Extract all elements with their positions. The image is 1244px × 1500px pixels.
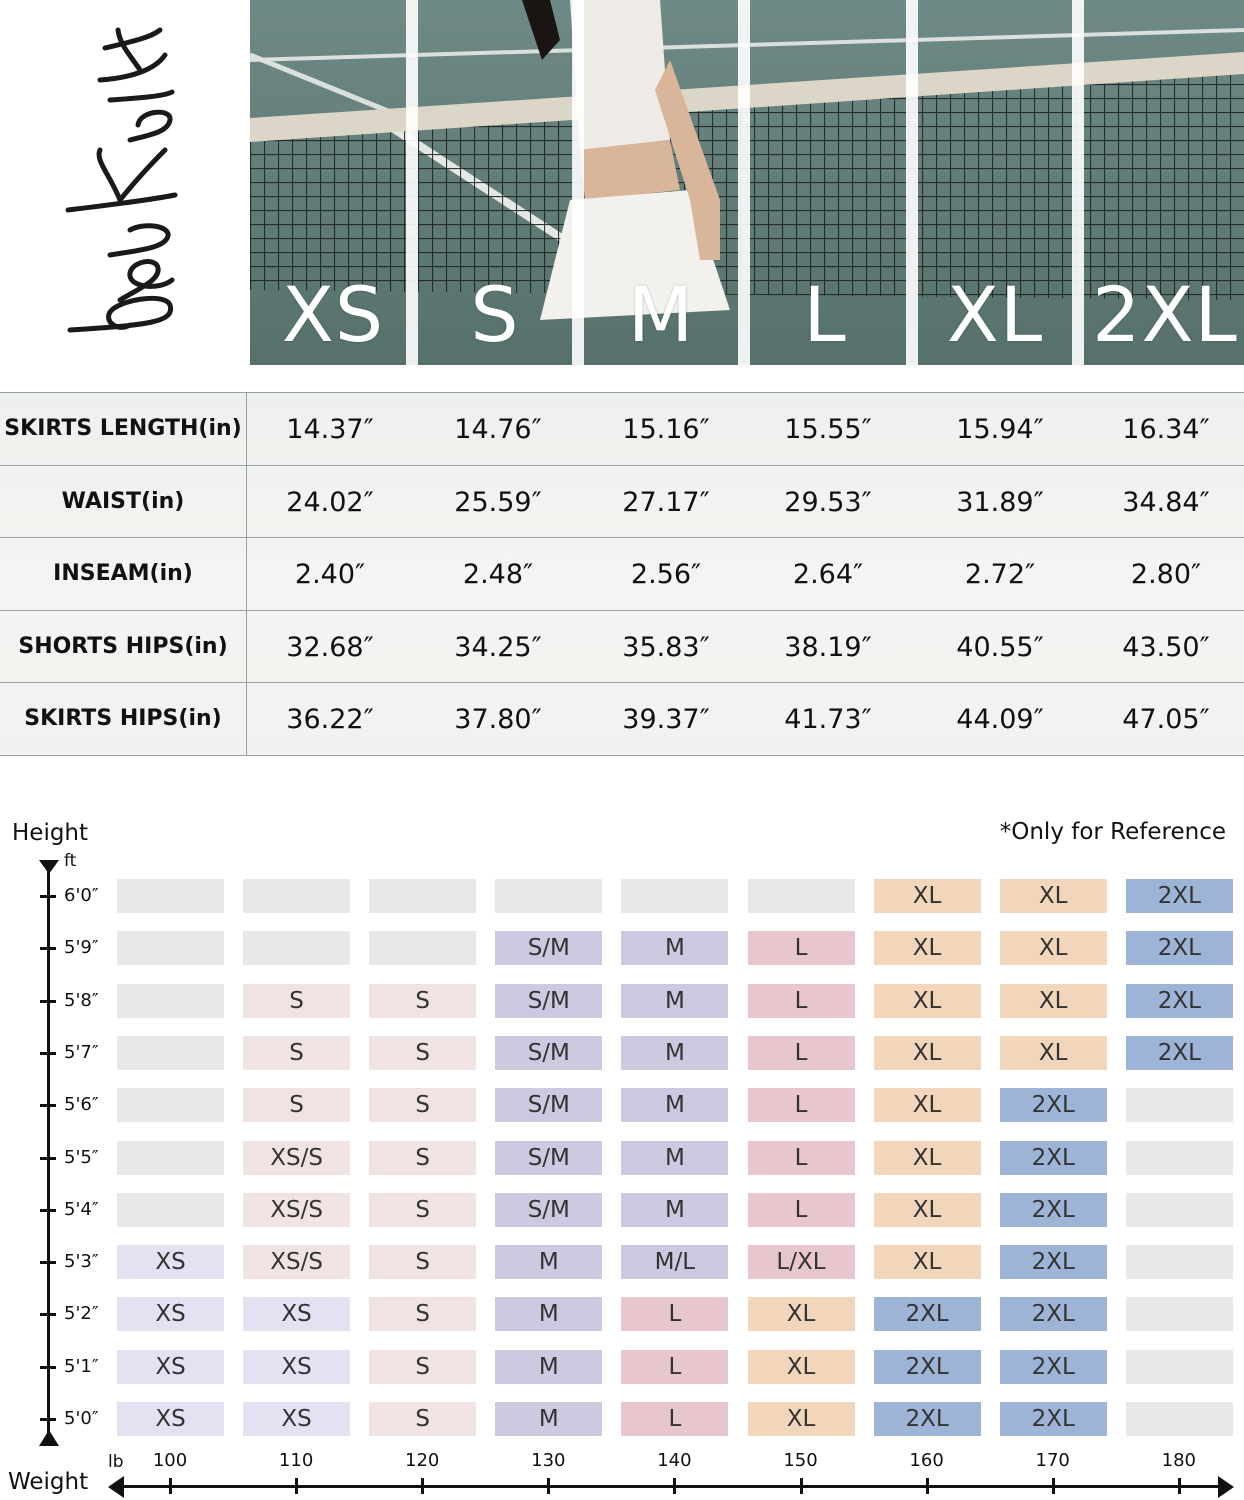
height-axis-arrow-bottom [37,1430,61,1446]
size-cell: S/M [495,984,602,1018]
measurement-value: 14.76″ [454,414,542,445]
size-cell: M [621,984,728,1018]
size-cell: M/L [621,1245,728,1279]
height-tick [40,947,56,950]
measurement-value: 16.34″ [1122,414,1210,445]
size-cell [1126,1193,1233,1227]
size-cell: L [748,931,855,965]
height-label: 5'9″ [64,937,99,959]
measurement-value: 34.84″ [1122,486,1210,518]
weight-label: 100 [152,1450,188,1471]
size-cell: XS [243,1350,350,1384]
weight-label: 180 [1161,1450,1196,1471]
height-tick [40,895,56,898]
size-cell: XS [243,1402,350,1436]
size-cell: S [369,1297,476,1331]
height-label: 5'6″ [64,1094,99,1116]
size-cell: XS [117,1350,224,1384]
height-label: 5'3″ [64,1251,99,1273]
measurement-value: 40.55″ [956,631,1044,663]
size-cell: M [621,931,728,965]
measurement-value: 35.83″ [622,631,710,663]
size-cell: XS [117,1245,224,1279]
measurement-value: 41.73″ [784,704,872,735]
size-cell [117,931,224,965]
size-header-m: M [627,270,695,359]
weight-label: 110 [278,1450,314,1471]
size-cell: M [621,1193,728,1227]
size-cell: M [495,1350,602,1384]
size-cell: S/M [495,1036,602,1070]
weight-label: 160 [909,1450,944,1471]
height-tick [40,1000,56,1003]
size-cell: S/M [495,1141,602,1175]
height-label: 5'8″ [64,989,99,1011]
height-label: 5'0″ [64,1408,99,1429]
measurement-value: 36.22″ [286,704,374,735]
size-cell: XL [874,1245,981,1279]
size-cell [495,879,602,913]
size-cell [621,879,728,913]
size-cell: XS/S [243,1141,350,1175]
height-label: 5'1″ [64,1355,99,1377]
size-cell: M [495,1402,602,1436]
size-cell: S/M [495,1193,602,1227]
weight-unit: lb [108,1452,124,1472]
measurement-value: 2.64″ [792,559,864,590]
size-cell: 2XL [874,1297,981,1331]
measurement-row [0,465,1244,538]
size-cell [117,984,224,1018]
weight-label: 140 [657,1450,692,1471]
height-tick [40,1104,56,1107]
size-cell: S [369,1088,476,1122]
size-cell: S [369,1193,476,1227]
size-cell: L [748,1088,855,1122]
size-cell: XL [874,1088,981,1122]
measurement-value: 32.68″ [286,631,374,663]
size-cell: XS/S [243,1193,350,1227]
size-cell: S [369,1245,476,1279]
size-cell: L [621,1297,728,1331]
size-cell: 2XL [1000,1088,1107,1122]
size-cell: XL [874,931,981,965]
size-cell: 2XL [1126,931,1233,965]
size-cell: XS [117,1297,224,1331]
measurement-value: 14.37″ [286,414,374,445]
measurement-value: 2.48″ [462,559,534,590]
size-cell [1126,1402,1233,1436]
size-cell: XL [874,1141,981,1175]
measurement-row [0,610,1244,683]
measurement-value: 38.19″ [784,631,872,663]
size-cell: XL [1000,931,1107,965]
size-cell [117,879,224,913]
size-cell: 2XL [1000,1402,1107,1436]
size-cell: XS [243,1297,350,1331]
size-cell: S [369,1350,476,1384]
size-cell: L [748,1141,855,1175]
size-cell: L [621,1402,728,1436]
measurement-value: 37.80″ [454,704,542,735]
size-cell: 2XL [1000,1297,1107,1331]
size-cell [1126,1297,1233,1331]
height-tick [40,1418,56,1421]
weight-label: 150 [783,1450,818,1471]
weight-axis-line [115,1485,1225,1488]
height-label: 5'4″ [64,1198,99,1220]
size-header-s: S [470,270,520,359]
size-cell: 2XL [1126,1036,1233,1070]
size-cell: XL [874,879,981,913]
height-tick [40,1052,56,1055]
height-axis-line [47,868,50,1438]
size-cell: XL [748,1297,855,1331]
height-tick [40,1209,56,1212]
measurement-label: SKIRTS HIPS(in) [0,683,247,755]
size-cell: M [621,1036,728,1070]
measurement-row [0,537,1244,610]
size-cell [1126,1350,1233,1384]
brand-logo [0,0,250,365]
height-tick [40,1157,56,1160]
measurement-value: 29.53″ [784,486,872,518]
size-cell: M [495,1297,602,1331]
measurement-value: 2.80″ [1130,559,1202,590]
size-cell: S [369,984,476,1018]
size-cell [369,879,476,913]
size-cell: XL [874,1193,981,1227]
weight-axis-title: Weight [8,1469,89,1495]
size-cell [748,879,855,913]
size-cell: M [495,1245,602,1279]
measurement-value: 44.09″ [956,704,1044,735]
height-label: 5'5″ [64,1146,99,1168]
size-cell [117,1036,224,1070]
measurement-value: 15.94″ [956,414,1044,445]
logo-signature [0,0,250,365]
measurement-value: 31.89″ [956,486,1044,518]
weight-label: 170 [1035,1450,1070,1471]
size-header-xl: XL [946,270,1044,359]
size-cell: 2XL [1000,1350,1107,1384]
height-axis-title: Height [12,820,89,846]
reference-note: *Only for Reference [999,819,1226,845]
measurement-value: 2.72″ [964,559,1036,590]
size-cell: 2XL [1000,1193,1107,1227]
size-cell: S [369,1036,476,1070]
weight-label: 130 [531,1450,566,1471]
measurement-label: WAIST(in) [0,466,247,538]
size-cell: M [621,1141,728,1175]
size-header-xs: XS [281,270,385,359]
size-cell: XL [1000,984,1107,1018]
size-cell [1126,1088,1233,1122]
size-cell [1126,1141,1233,1175]
measurement-row [0,392,1244,465]
size-cell [369,931,476,965]
weight-axis-arrow-left [108,1476,124,1498]
size-cell: S/M [495,931,602,965]
size-cell: XL [874,984,981,1018]
size-cell: L [748,984,855,1018]
measurement-value: 2.40″ [294,559,366,590]
size-cell: 2XL [1000,1245,1107,1279]
size-cell: 2XL [874,1402,981,1436]
measurement-value: 15.55″ [784,414,872,445]
size-header-l: L [803,270,847,359]
size-cell: 2XL [874,1350,981,1384]
measurement-value: 34.25″ [454,631,542,663]
size-cell: L [748,1193,855,1227]
height-label: 6'0″ [64,885,99,906]
size-header-2xl: 2XL [1092,270,1238,359]
height-tick [40,1366,56,1369]
measurement-value: 39.37″ [622,704,710,735]
size-cell: S [369,1141,476,1175]
height-tick [40,1261,56,1264]
size-cell [243,931,350,965]
hero-photo [250,0,1244,365]
measurement-label: SHORTS HIPS(in) [0,611,247,683]
measurement-label: INSEAM(in) [0,538,247,610]
size-cell: XS [117,1402,224,1436]
size-cell: XS/S [243,1245,350,1279]
size-cell: S [243,1036,350,1070]
size-cell: L [621,1350,728,1384]
size-cell [117,1193,224,1227]
size-cell: M [621,1088,728,1122]
measurement-value: 24.02″ [286,486,374,518]
weight-label: 120 [405,1450,440,1471]
measurement-value: 25.59″ [454,486,542,518]
measurement-row [0,682,1244,756]
size-cell: L/XL [748,1245,855,1279]
measurement-value: 43.50″ [1122,631,1210,663]
measurement-table [0,392,1244,756]
weight-axis-arrow-right [1218,1476,1234,1498]
size-cell: 2XL [1126,879,1233,913]
size-cell: XL [748,1350,855,1384]
size-cell [1126,1245,1233,1279]
measurement-label: SKIRTS LENGTH(in) [0,393,247,465]
measurement-value: 47.05″ [1122,704,1210,735]
size-cell: S/M [495,1088,602,1122]
size-cell: L [748,1036,855,1070]
size-cell [243,879,350,913]
size-cell: XL [1000,1036,1107,1070]
measurement-value: 2.56″ [630,559,702,590]
size-cell: S [369,1402,476,1436]
size-cell: S [243,1088,350,1122]
measurement-value: 15.16″ [622,414,710,445]
height-label: 5'7″ [64,1041,99,1063]
height-label: 5'2″ [64,1303,99,1325]
height-unit: ft [64,851,77,871]
size-cell [117,1088,224,1122]
size-cell [117,1141,224,1175]
size-cell: S [243,984,350,1018]
height-tick [40,1313,56,1316]
size-cell: XL [874,1036,981,1070]
height-axis-arrow-top [37,860,61,874]
size-cell: XL [1000,879,1107,913]
measurement-value: 27.17″ [622,486,710,518]
size-cell: 2XL [1000,1141,1107,1175]
size-cell: 2XL [1126,984,1233,1018]
size-cell: XL [748,1402,855,1436]
